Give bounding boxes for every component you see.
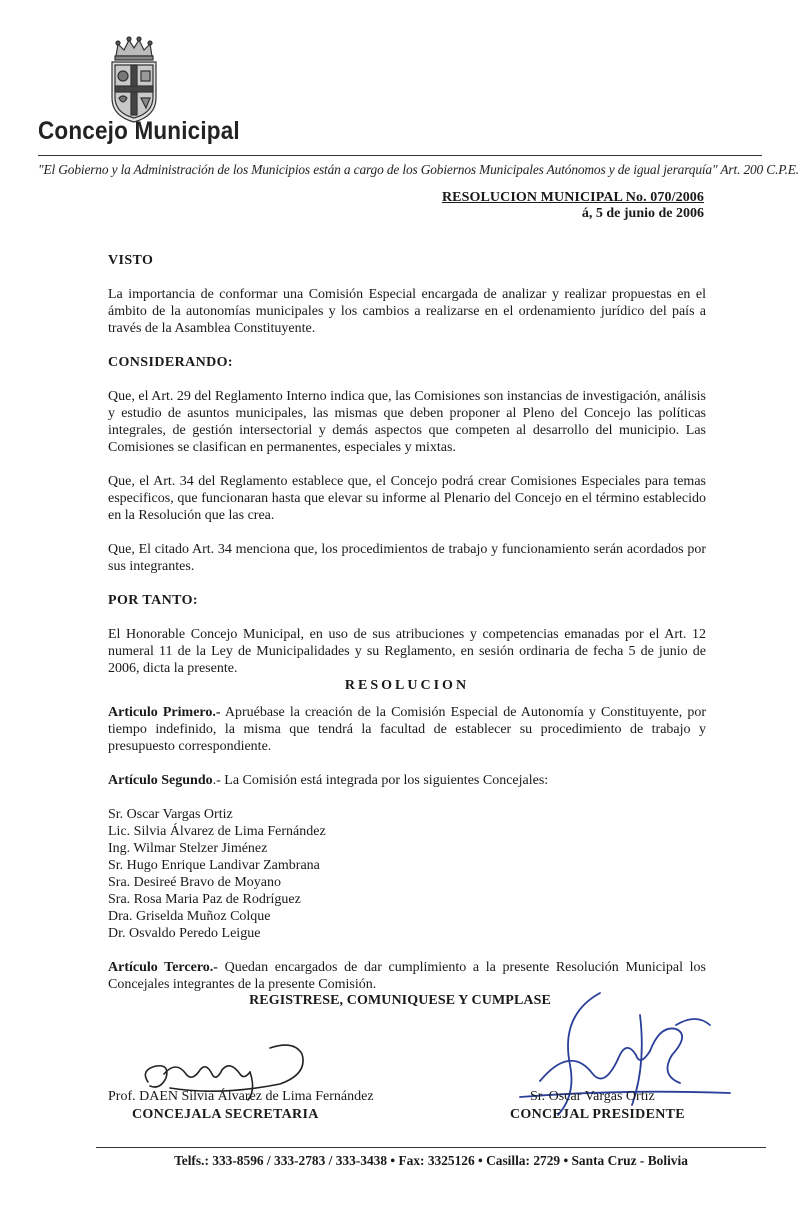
resolucion-heading: RESOLUCION [344,678,470,693]
article-2-label: Artículo Segundo [108,773,213,788]
portanto-paragraph: El Honorable Concejo Municipal, en uso de sus atribuciones y competencias emanadas por el Art. 12 numeral 11 de la Ley de Municipalidades y su Reglamento, en sesión ordinaria de fecha 5 de junio de 2006, dicta la presente. [108,627,706,676]
list-item: Sr. Hugo Enrique Landivar Zambrana [108,858,320,873]
list-item: Sr. Oscar Vargas Ortiz [108,807,233,822]
footer-divider [96,1147,766,1148]
list-item: Dr. Osvaldo Peredo Leigue [108,926,261,941]
coat-of-arms-icon [106,36,162,124]
considerando-heading: CONSIDERANDO: [108,355,233,370]
list-item: Lic. Silvia Álvarez de Lima Fernández [108,824,326,839]
article-1-label: Articulo Primero.- [108,705,221,720]
members-list [108,806,706,942]
article-1 [108,704,706,755]
visto-paragraph: La importancia de conformar una Comisión Especial encargada de analizar y realizar propuestas en el ámbito de la autonomías municipales y los cambios a realizarse en el ordenamiento jurídico del país a través de la Asamblea Constituyente. [108,287,706,336]
article-2-text: .- La Comisión está integrada por los siguientes Concejales: [212,773,549,788]
article-3-text: Quedan encargados de dar cumplimiento a la presente Resolución Municipal los Concejales integrantes de la presente Comisión. [108,960,706,992]
header-motto: "El Gobierno y la Administración de los Municipios están a cargo de los Gobiernos Municipales Autónomos y de igual jerarquía" Art. 200 C.P.E. [38,162,800,177]
secretary-name: Prof. DAEN Silvia Álvarez de Lima Fernández [108,1089,374,1104]
article-3 [108,959,706,993]
header-divider [38,155,762,156]
visto-heading: VISTO [108,253,154,268]
article-2 [108,772,706,789]
president-name: Sr. Oscar Vargas Ortiz [530,1089,655,1104]
closing-statement: REGISTRESE, COMUNIQUESE Y CUMPLASE [249,993,551,1008]
list-item: Sra. Desireé Bravo de Moyano [108,875,282,890]
considerando-paragraph-3: Que, El citado Art. 34 menciona que, los procedimientos de trabajo y funcionamiento serán acordados por sus integrantes. [108,542,706,574]
resolution-date: á, 5 de junio de 2006 [581,206,704,221]
resolution-number: RESOLUCION MUNICIPAL No. 070/2006 [441,190,704,205]
list-item: Dra. Griselda Muñoz Colque [108,909,271,924]
article-3-label: Artículo Tercero.- [108,960,218,975]
secretary-role: CONCEJALA SECRETARIA [132,1107,319,1122]
list-item: Ing. Wilmar Stelzer Jiménez [108,841,268,856]
list-item: Sra. Rosa Maria Paz de Rodríguez [108,892,301,907]
considerando-paragraph-2: Que, el Art. 34 del Reglamento establece que, el Concejo podrá crear Comisiones Especiales para temas especificos, que funcionaran hasta que elevar su informe al Plenario del Concejo en el término establecido en la Resolución que las crea. [108,474,706,523]
portanto-heading: POR TANTO: [108,593,198,608]
document-body [108,252,706,993]
considerando-paragraph-1: Que, el Art. 29 del Reglamento Interno indica que, las Comisiones son instancias de investigación, análisis y estudio de asuntos municipales, las mismas que deben proponer al Pleno del Concejo las políticas integrales, de gestión intersectorial y demás aspectos que competen al desarrollo del municipio. Las Comisiones se clasifican en permanentes, especiales y mixtas. [108,389,706,455]
footer-contact: Telfs.: 333-8596 / 333-2783 / 333-3438 • Fax: 3325126 • Casilla: 2729 • Santa Cruz - Bolivia [174,1153,688,1168]
president-role: CONCEJAL PRESIDENTE [510,1107,685,1122]
article-1-text: Apruébase la creación de la Comisión Especial de Autonomía y Constituyente, por tiempo indefinido, la misma que tendrá la facultad de establecer su procedimiento de trabajo y presupuesto correspondiente. [108,705,706,754]
brand-title: Concejo Municipal [38,117,240,145]
